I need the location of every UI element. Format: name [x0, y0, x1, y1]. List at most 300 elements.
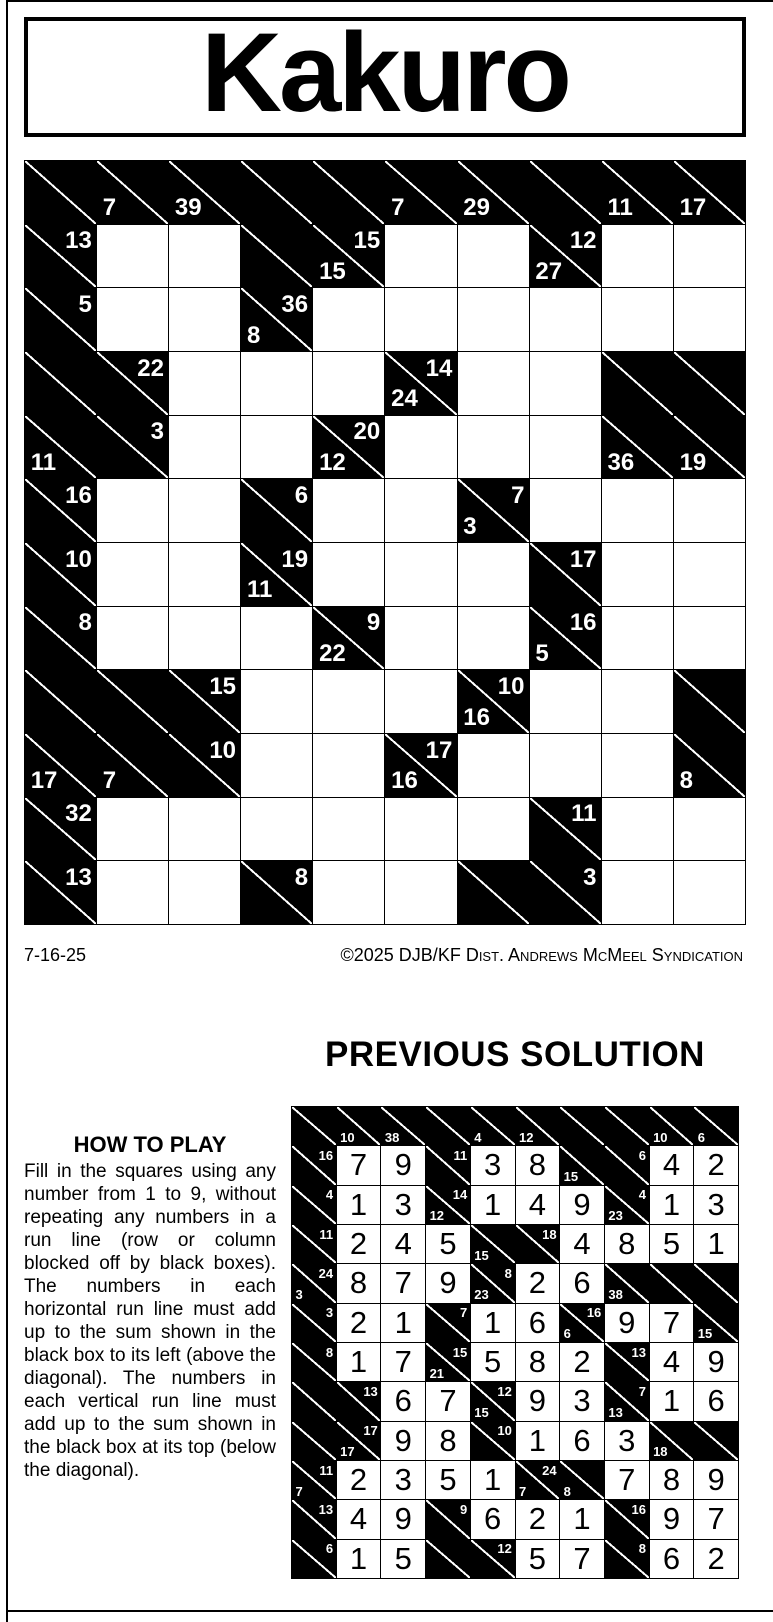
clue-cell [694, 1304, 738, 1342]
left-margin-rule [6, 0, 8, 1622]
answer-cell[interactable] [530, 416, 601, 479]
clue-cell [694, 1422, 738, 1460]
down-clue: 11 [30, 449, 57, 477]
title-box [24, 10, 746, 137]
answer-cell[interactable] [97, 288, 168, 351]
answer-cell[interactable] [458, 352, 529, 415]
answer-cell[interactable] [674, 861, 745, 924]
solution-cell [560, 1264, 604, 1302]
solution-cell [560, 1422, 604, 1460]
solution-cell [381, 1500, 425, 1538]
answer-cell[interactable] [169, 607, 240, 670]
across-clue: 13 [65, 863, 92, 891]
down-clue: 3 [295, 1286, 303, 1302]
answer-cell[interactable] [313, 861, 384, 924]
down-clue: 7 [102, 767, 117, 795]
solution-cell [516, 1343, 560, 1381]
answer-cell[interactable] [169, 543, 240, 606]
clue-cell [471, 1225, 515, 1263]
solution-digit: 4 [662, 1344, 681, 1380]
clue-cell [602, 352, 673, 415]
solution-cell [426, 1264, 470, 1302]
down-clue: 38 [384, 1129, 400, 1145]
clue-cell [516, 1225, 560, 1263]
solution-cell [650, 1461, 694, 1499]
across-clue: 10 [209, 736, 237, 764]
clue-cell [292, 1186, 336, 1224]
across-clue: 15 [209, 672, 237, 700]
clue-cell [241, 479, 312, 542]
answer-cell[interactable] [169, 352, 240, 415]
solution-cell [471, 1461, 515, 1499]
solution-cell [560, 1382, 604, 1420]
down-clue: 16 [391, 767, 418, 795]
clue-cell [471, 1382, 515, 1420]
across-clue: 11 [319, 1462, 334, 1478]
solution-digit: 1 [394, 1304, 412, 1340]
clue-cell [605, 1146, 649, 1184]
across-clue: 17 [363, 1423, 378, 1439]
down-clue: 7 [102, 194, 117, 222]
clue-cell [530, 798, 601, 861]
answer-cell[interactable] [169, 861, 240, 924]
clue-cell [605, 1107, 649, 1145]
answer-cell[interactable] [313, 352, 384, 415]
clue-cell [97, 416, 168, 479]
clue-cell [313, 225, 384, 288]
solution-cell [471, 1500, 515, 1538]
down-clue: 24 [391, 385, 418, 413]
solution-digit: 1 [484, 1304, 502, 1340]
answer-cell[interactable] [602, 734, 673, 797]
solution-digit: 6 [394, 1383, 412, 1419]
answer-cell[interactable] [530, 734, 601, 797]
solution-digit: 2 [707, 1540, 725, 1576]
clue-cell [516, 1107, 560, 1145]
solution-digit: 2 [528, 1265, 546, 1301]
answer-cell[interactable] [674, 798, 745, 861]
across-clue: 15 [353, 227, 381, 255]
clue-cell [25, 607, 96, 670]
clue-cell [381, 1107, 425, 1145]
across-clue: 14 [452, 1187, 468, 1203]
solution-digit: 5 [394, 1540, 412, 1576]
down-clue: 12 [518, 1129, 534, 1145]
solution-digit: 5 [439, 1462, 457, 1498]
clue-cell [169, 161, 240, 224]
clue-cell [530, 543, 601, 606]
down-clue: 10 [340, 1129, 355, 1145]
answer-cell[interactable] [385, 543, 456, 606]
clue-cell [674, 734, 745, 797]
across-clue: 9 [366, 609, 381, 637]
solution-cell [694, 1186, 738, 1224]
page-title: Kakuro [201, 10, 569, 135]
down-clue: 12 [429, 1208, 445, 1224]
down-clue: 13 [608, 1404, 623, 1420]
across-clue: 16 [569, 609, 597, 637]
answer-cell[interactable] [602, 861, 673, 924]
solution-cell [516, 1500, 560, 1538]
solution-digit: 1 [484, 1462, 502, 1498]
down-clue: 23 [608, 1208, 623, 1224]
clue-cell [471, 1540, 515, 1578]
solution-cell [471, 1146, 515, 1184]
clue-cell [241, 161, 312, 224]
answer-cell[interactable] [458, 288, 529, 351]
clue-cell [25, 161, 96, 224]
answer-cell[interactable] [313, 734, 384, 797]
answer-cell[interactable] [97, 798, 168, 861]
solution-cell [650, 1343, 694, 1381]
down-clue: 39 [174, 194, 202, 222]
clue-cell [292, 1461, 336, 1499]
clue-cell [471, 1422, 515, 1460]
clue-cell [560, 1107, 604, 1145]
answer-cell[interactable] [385, 288, 456, 351]
across-clue: 11 [571, 800, 597, 828]
previous-solution-grid [291, 1106, 739, 1579]
answer-cell[interactable] [97, 861, 168, 924]
answer-cell[interactable] [530, 670, 601, 733]
across-clue: 9 [459, 1501, 468, 1517]
down-clue: 15 [697, 1326, 713, 1342]
across-clue: 16 [65, 481, 92, 509]
down-clue: 15 [563, 1168, 579, 1184]
top-margin-rule [8, 0, 773, 2]
answer-cell[interactable] [385, 861, 456, 924]
solution-digit: 4 [528, 1186, 546, 1222]
clue-cell [97, 352, 168, 415]
solution-digit: 7 [349, 1147, 368, 1183]
clue-cell [605, 1382, 649, 1420]
answer-cell[interactable] [602, 670, 673, 733]
down-clue: 7 [518, 1483, 527, 1499]
solution-digit: 1 [707, 1226, 725, 1262]
solution-cell [516, 1264, 560, 1302]
clue-cell [458, 161, 529, 224]
clue-cell [560, 1461, 604, 1499]
answer-cell[interactable] [169, 288, 240, 351]
answer-cell[interactable] [458, 734, 529, 797]
down-clue: 11 [246, 576, 273, 604]
across-clue: 12 [497, 1383, 512, 1399]
answer-cell[interactable] [602, 288, 673, 351]
clue-cell [25, 288, 96, 351]
answer-cell[interactable] [674, 607, 745, 670]
down-clue: 7 [391, 194, 405, 222]
across-clue: 3 [583, 863, 597, 891]
solution-cell [516, 1422, 560, 1460]
clue-cell [292, 1422, 336, 1460]
across-clue: 8 [504, 1265, 512, 1281]
solution-digit: 8 [349, 1265, 368, 1301]
solution-cell [381, 1461, 425, 1499]
answer-cell[interactable] [97, 479, 168, 542]
clue-cell [292, 1146, 336, 1184]
clue-cell [97, 670, 168, 733]
answer-cell[interactable] [458, 607, 529, 670]
answer-cell[interactable] [674, 225, 745, 288]
clue-cell [25, 352, 96, 415]
answer-cell[interactable] [313, 543, 384, 606]
answer-cell[interactable] [169, 479, 240, 542]
down-clue: 29 [463, 194, 490, 222]
solution-cell [560, 1343, 604, 1381]
clue-cell [674, 416, 745, 479]
clue-cell [337, 1382, 381, 1420]
across-clue: 6 [638, 1147, 646, 1163]
clue-cell [385, 161, 456, 224]
answer-cell[interactable] [602, 798, 673, 861]
solution-digit: 5 [528, 1540, 546, 1576]
across-clue: 19 [281, 545, 309, 573]
answer-cell[interactable] [313, 288, 384, 351]
across-clue: 36 [281, 290, 309, 318]
clue-cell [560, 1304, 604, 1342]
across-clue: 12 [497, 1541, 512, 1557]
across-clue: 13 [631, 1344, 646, 1360]
across-clue: 4 [638, 1187, 646, 1203]
answer-cell[interactable] [602, 607, 673, 670]
solution-cell [337, 1304, 381, 1342]
clue-cell [426, 1146, 470, 1184]
across-clue: 8 [325, 1344, 334, 1360]
solution-digit: 2 [349, 1462, 368, 1498]
answer-cell[interactable] [458, 798, 529, 861]
clue-cell [292, 1264, 336, 1302]
solution-digit: 9 [394, 1147, 412, 1183]
clue-cell [169, 670, 240, 733]
clue-cell [292, 1107, 336, 1145]
answer-cell[interactable] [674, 479, 745, 542]
solution-digit: 7 [618, 1462, 636, 1498]
answer-cell[interactable] [602, 225, 673, 288]
across-clue: 16 [631, 1501, 646, 1517]
solution-cell [381, 1343, 425, 1381]
solution-digit: 1 [528, 1422, 546, 1458]
answer-cell[interactable] [313, 479, 384, 542]
copyright-notice: ©2025 DJB/KF Dist. Andrews McMeel Syndication [340, 945, 743, 965]
solution-cell [516, 1186, 560, 1224]
answer-cell[interactable] [241, 352, 312, 415]
solution-digit: 8 [662, 1462, 681, 1498]
clue-cell [605, 1343, 649, 1381]
across-clue: 24 [318, 1265, 334, 1281]
down-clue: 19 [679, 449, 707, 477]
solution-digit: 9 [528, 1383, 546, 1419]
solution-digit: 9 [707, 1344, 725, 1380]
across-clue: 15 [452, 1344, 468, 1360]
clue-cell [385, 352, 456, 415]
clue-cell [426, 1500, 470, 1538]
answer-cell[interactable] [458, 225, 529, 288]
solution-digit: 1 [349, 1186, 368, 1222]
clue-cell [241, 288, 312, 351]
clue-cell [650, 1107, 694, 1145]
across-clue: 4 [325, 1187, 334, 1203]
down-clue: 23 [474, 1286, 489, 1302]
solution-cell [650, 1382, 694, 1420]
answer-cell[interactable] [169, 225, 240, 288]
across-clue: 12 [569, 227, 597, 255]
solution-cell [337, 1461, 381, 1499]
answer-cell[interactable] [530, 352, 601, 415]
clue-cell [292, 1500, 336, 1538]
answer-cell[interactable] [385, 416, 456, 479]
solution-digit: 5 [662, 1226, 681, 1262]
solution-cell [694, 1382, 738, 1420]
solution-cell [605, 1461, 649, 1499]
across-clue: 24 [542, 1462, 557, 1478]
solution-digit: 8 [528, 1147, 546, 1183]
answer-cell[interactable] [97, 607, 168, 670]
clue-cell [674, 352, 745, 415]
solution-digit: 1 [573, 1501, 591, 1537]
answer-cell[interactable] [313, 670, 384, 733]
solution-cell [605, 1422, 649, 1460]
solution-digit: 4 [349, 1501, 368, 1537]
clue-cell [97, 161, 168, 224]
solution-digit: 7 [662, 1304, 681, 1340]
clue-cell [471, 1107, 515, 1145]
solution-digit: 1 [662, 1383, 681, 1419]
down-clue: 18 [653, 1444, 668, 1460]
solution-digit: 7 [394, 1265, 412, 1301]
solution-cell [471, 1343, 515, 1381]
clue-cell [650, 1264, 694, 1302]
kakuro-puzzle-grid [24, 160, 746, 925]
answer-cell[interactable] [674, 288, 745, 351]
across-clue: 3 [150, 418, 164, 446]
down-clue: 17 [30, 767, 58, 795]
solution-digit: 2 [528, 1501, 546, 1537]
solution-cell [381, 1304, 425, 1342]
answer-cell[interactable] [241, 734, 312, 797]
answer-cell[interactable] [97, 543, 168, 606]
solution-cell [381, 1264, 425, 1302]
down-clue: 11 [607, 194, 633, 222]
answer-cell[interactable] [241, 416, 312, 479]
down-clue: 3 [463, 512, 477, 540]
clue-cell [292, 1225, 336, 1263]
solution-digit: 2 [707, 1147, 725, 1183]
answer-cell[interactable] [458, 543, 529, 606]
clue-cell [458, 670, 529, 733]
down-clue: 5 [535, 640, 549, 668]
solution-digit: 3 [573, 1383, 591, 1419]
clue-cell [241, 225, 312, 288]
clue-cell [292, 1540, 336, 1578]
clue-cell [694, 1264, 738, 1302]
clue-cell [292, 1382, 336, 1420]
answer-cell[interactable] [385, 479, 456, 542]
solution-digit: 5 [484, 1344, 502, 1380]
answer-cell[interactable] [385, 798, 456, 861]
solution-digit: 7 [394, 1344, 412, 1380]
clue-cell [385, 734, 456, 797]
solution-digit: 4 [394, 1226, 412, 1262]
solution-cell [650, 1540, 694, 1578]
solution-cell [650, 1225, 694, 1263]
solution-digit: 9 [573, 1186, 591, 1222]
bottom-rule [8, 1610, 773, 1612]
solution-cell [471, 1304, 515, 1342]
solution-cell [381, 1540, 425, 1578]
across-clue: 3 [325, 1305, 334, 1321]
solution-cell [650, 1146, 694, 1184]
down-clue: 22 [319, 640, 346, 668]
solution-digit: 6 [573, 1422, 591, 1458]
across-clue: 20 [353, 418, 381, 446]
solution-cell [650, 1304, 694, 1342]
answer-cell[interactable] [241, 670, 312, 733]
solution-cell [560, 1500, 604, 1538]
solution-digit: 2 [573, 1344, 591, 1380]
down-clue: 15 [319, 258, 346, 286]
answer-cell[interactable] [241, 798, 312, 861]
down-clue: 17 [679, 194, 707, 222]
solution-cell [605, 1304, 649, 1342]
solution-cell [694, 1225, 738, 1263]
answer-cell[interactable] [169, 416, 240, 479]
clue-cell [25, 798, 96, 861]
clue-cell [605, 1540, 649, 1578]
down-clue: 15 [474, 1247, 489, 1263]
clue-cell [605, 1186, 649, 1224]
answer-cell[interactable] [602, 479, 673, 542]
solution-cell [381, 1422, 425, 1460]
down-clue: 4 [474, 1129, 482, 1145]
clue-cell [426, 1107, 470, 1145]
clue-cell [292, 1343, 336, 1381]
across-clue: 22 [137, 354, 164, 382]
answer-cell[interactable] [674, 543, 745, 606]
clue-cell [530, 861, 601, 924]
answer-cell[interactable] [97, 225, 168, 288]
solution-cell [381, 1146, 425, 1184]
answer-cell[interactable] [458, 416, 529, 479]
solution-cell [560, 1186, 604, 1224]
answer-cell[interactable] [530, 288, 601, 351]
solution-cell [516, 1146, 560, 1184]
answer-cell[interactable] [385, 670, 456, 733]
solution-cell [381, 1186, 425, 1224]
answer-cell[interactable] [602, 543, 673, 606]
answer-cell[interactable] [241, 607, 312, 670]
across-clue: 32 [65, 800, 92, 828]
solution-cell [650, 1500, 694, 1538]
across-clue: 6 [325, 1541, 334, 1557]
answer-cell[interactable] [385, 607, 456, 670]
solution-cell [426, 1461, 470, 1499]
puzzle-date: 7-16-25 [24, 945, 87, 965]
across-clue: 16 [318, 1147, 334, 1163]
answer-cell[interactable] [169, 798, 240, 861]
answer-cell[interactable] [530, 479, 601, 542]
solution-digit: 1 [662, 1186, 681, 1222]
answer-cell[interactable] [385, 225, 456, 288]
solution-digit: 8 [528, 1344, 546, 1380]
across-clue: 8 [78, 609, 92, 637]
down-clue: 6 [697, 1129, 706, 1145]
solution-cell [381, 1225, 425, 1263]
across-clue: 17 [569, 545, 597, 573]
across-clue: 14 [425, 354, 453, 382]
clue-cell [605, 1264, 649, 1302]
answer-cell[interactable] [313, 798, 384, 861]
solution-digit: 3 [707, 1186, 725, 1222]
